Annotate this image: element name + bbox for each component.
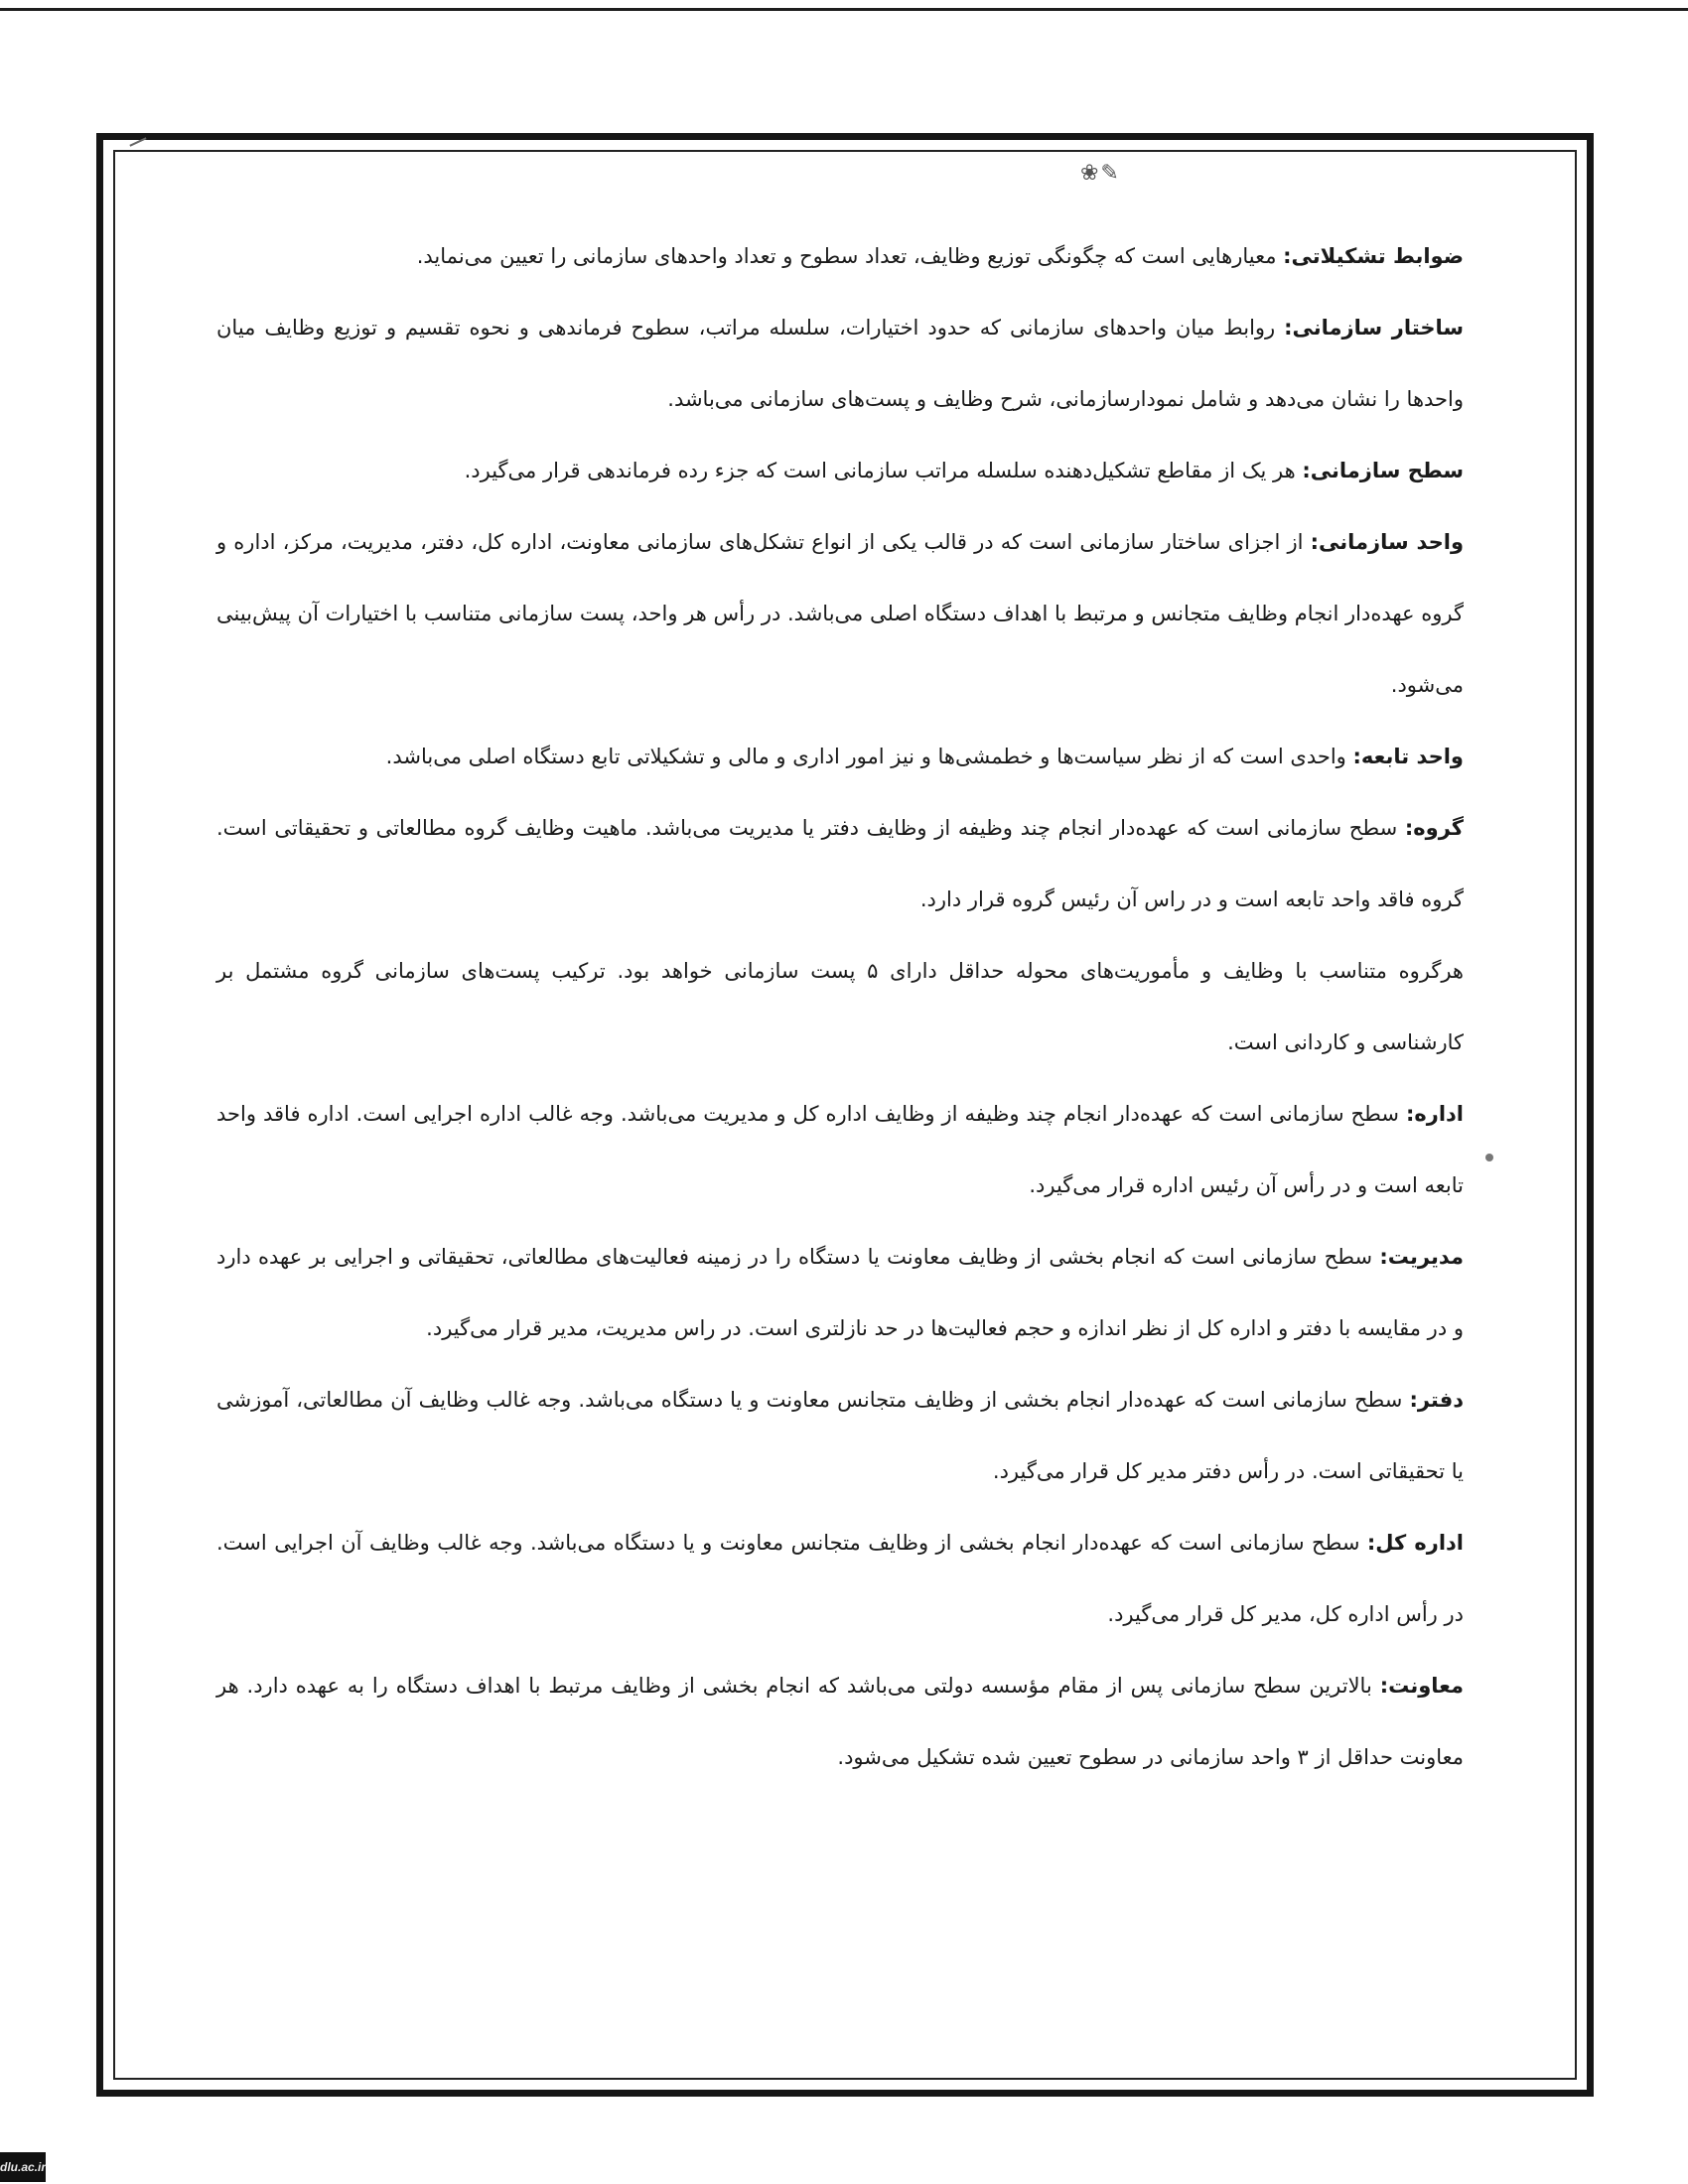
definition-text: هرگروه متناسب با وظایف و مأموریت‌های محوله حداقل دارای ۵ پست سازمانی خواهد بود. ترکیب پست‌های سازمانی گروه مشتمل بر کارشناسی و کاردانی است. [216,959,1464,1054]
definition-paragraph [216,1078,1464,1221]
definition-text: روابط میان واحدهای سازمانی که حدود اختیارات، سلسله مراتب، سطوح فرماندهی و نحوه تقسیم و توزیع وظایف میان واحدها را نشان می‌دهد و شامل نمودارسازمانی، شرح وظایف و پست‌های سازمانی می‌باشد. [216,316,1464,411]
definition-paragraph [216,435,1464,506]
definition-text: واحدی است که از نظر سیاست‌ها و خطمشی‌ها و نیز امور اداری و مالی و تشکیلاتی تابع دستگاه اصلی می‌باشد. [385,745,1353,768]
definition-text: سطح سازمانی است که انجام بخشی از وظایف معاونت یا دستگاه را در زمینه فعالیت‌های مطالعاتی، تحقیقاتی و اجرایی بر عهده دارد و در مقایسه با دفتر و اداره کل از نظر اندازه و حجم فعالیت‌ها در حد نازلتری است. در راس مدیریت، مدیر قرار می‌گیرد. [216,1245,1464,1340]
definition-term: ساختار سازمانی: [1284,316,1464,340]
definition-term: اداره: [1405,1102,1464,1126]
definition-term: سطح سازمانی: [1302,459,1464,482]
definition-term: واحد سازمانی: [1310,530,1464,554]
definition-paragraph [216,292,1464,435]
definition-paragraph [216,1221,1464,1364]
definition-paragraph [216,1364,1464,1507]
definition-paragraph [216,1650,1464,1793]
ink-stamp-icon: ✎❀ [1080,161,1121,186]
scan-artifact-dot [1485,1154,1493,1161]
definition-term: ضوابط تشکیلاتی: [1283,244,1464,268]
scan-top-line [0,8,1688,11]
definition-text: سطح سازمانی است که عهده‌دار انجام بخشی از وظایف متجانس معاونت و یا دستگاه می‌باشد. وجه غالب وظایف آن مطالعاتی، آموزشی یا تحقیقاتی است. در رأس دفتر مدیر کل قرار می‌گیرد. [216,1388,1464,1483]
document-body [216,220,1464,1793]
definition-text: از اجزای ساختار سازمانی است که در قالب یکی از انواع تشکل‌های سازمانی معاونت، اداره کل، دفتر، مدیریت، مرکز، اداره و گروه عهده‌دار انجام وظایف متجانس و مرتبط با اهداف دستگاه اصلی می‌باشد. در رأس هر واحد، پست سازمانی متناسب با اختیارات آن پیش‌بینی می‌شود. [216,530,1464,697]
definition-text: سطح سازمانی است که عهده‌دار انجام چند وظیفه از وظایف دفتر یا مدیریت می‌باشد. ماهیت وظایف گروه مطالعاتی و تحقیقاتی است. گروه فاقد واحد تابعه است و در راس آن رئیس گروه قرار دارد. [216,816,1464,911]
definition-text: سطح سازمانی است که عهده‌دار انجام بخشی از وظایف متجانس معاونت و یا دستگاه می‌باشد. وجه غالب وظایف آن اجرایی است. در رأس اداره کل، مدیر کل قرار می‌گیرد. [216,1531,1464,1626]
definition-term: گروه: [1404,816,1464,840]
definition-paragraph [216,1507,1464,1650]
definition-paragraph [216,220,1464,292]
site-watermark: dlu.ac.ir [0,2152,46,2182]
definition-text: بالاترین سطح سازمانی پس از مقام مؤسسه دولتی می‌باشد که انجام بخشی از وظایف مرتبط با اهداف دستگاه را به عهده دارد. هر معاونت حداقل از ۳ واحد سازمانی در سطوح تعیین شده تشکیل می‌شود. [216,1674,1464,1769]
definition-term: دفتر: [1409,1388,1464,1412]
definition-paragraph [216,506,1464,721]
definition-paragraph [216,721,1464,792]
definition-term: معاونت: [1379,1674,1464,1698]
definition-text: معیارهایی است که چگونگی توزیع وظایف، تعداد سطوح و تعداد واحدهای سازمانی را تعیین می‌نماید. [416,244,1284,268]
definition-paragraph [216,935,1464,1078]
definition-text: هر یک از مقاطع تشکیل‌دهنده سلسله مراتب سازمانی است که جزء رده فرماندهی قرار می‌گیرد. [464,459,1303,482]
definition-term: واحد تابعه: [1352,745,1464,768]
definition-paragraph [216,792,1464,935]
definition-term: اداره کل: [1366,1531,1465,1555]
definition-term: مدیریت: [1379,1245,1464,1269]
definition-text: سطح سازمانی است که عهده‌دار انجام چند وظیفه از وظایف اداره کل و مدیریت می‌باشد. وجه غالب اداره اجرایی است. اداره فاقد واحد تابعه است و در رأس آن رئیس اداره قرار می‌گیرد. [216,1102,1464,1197]
